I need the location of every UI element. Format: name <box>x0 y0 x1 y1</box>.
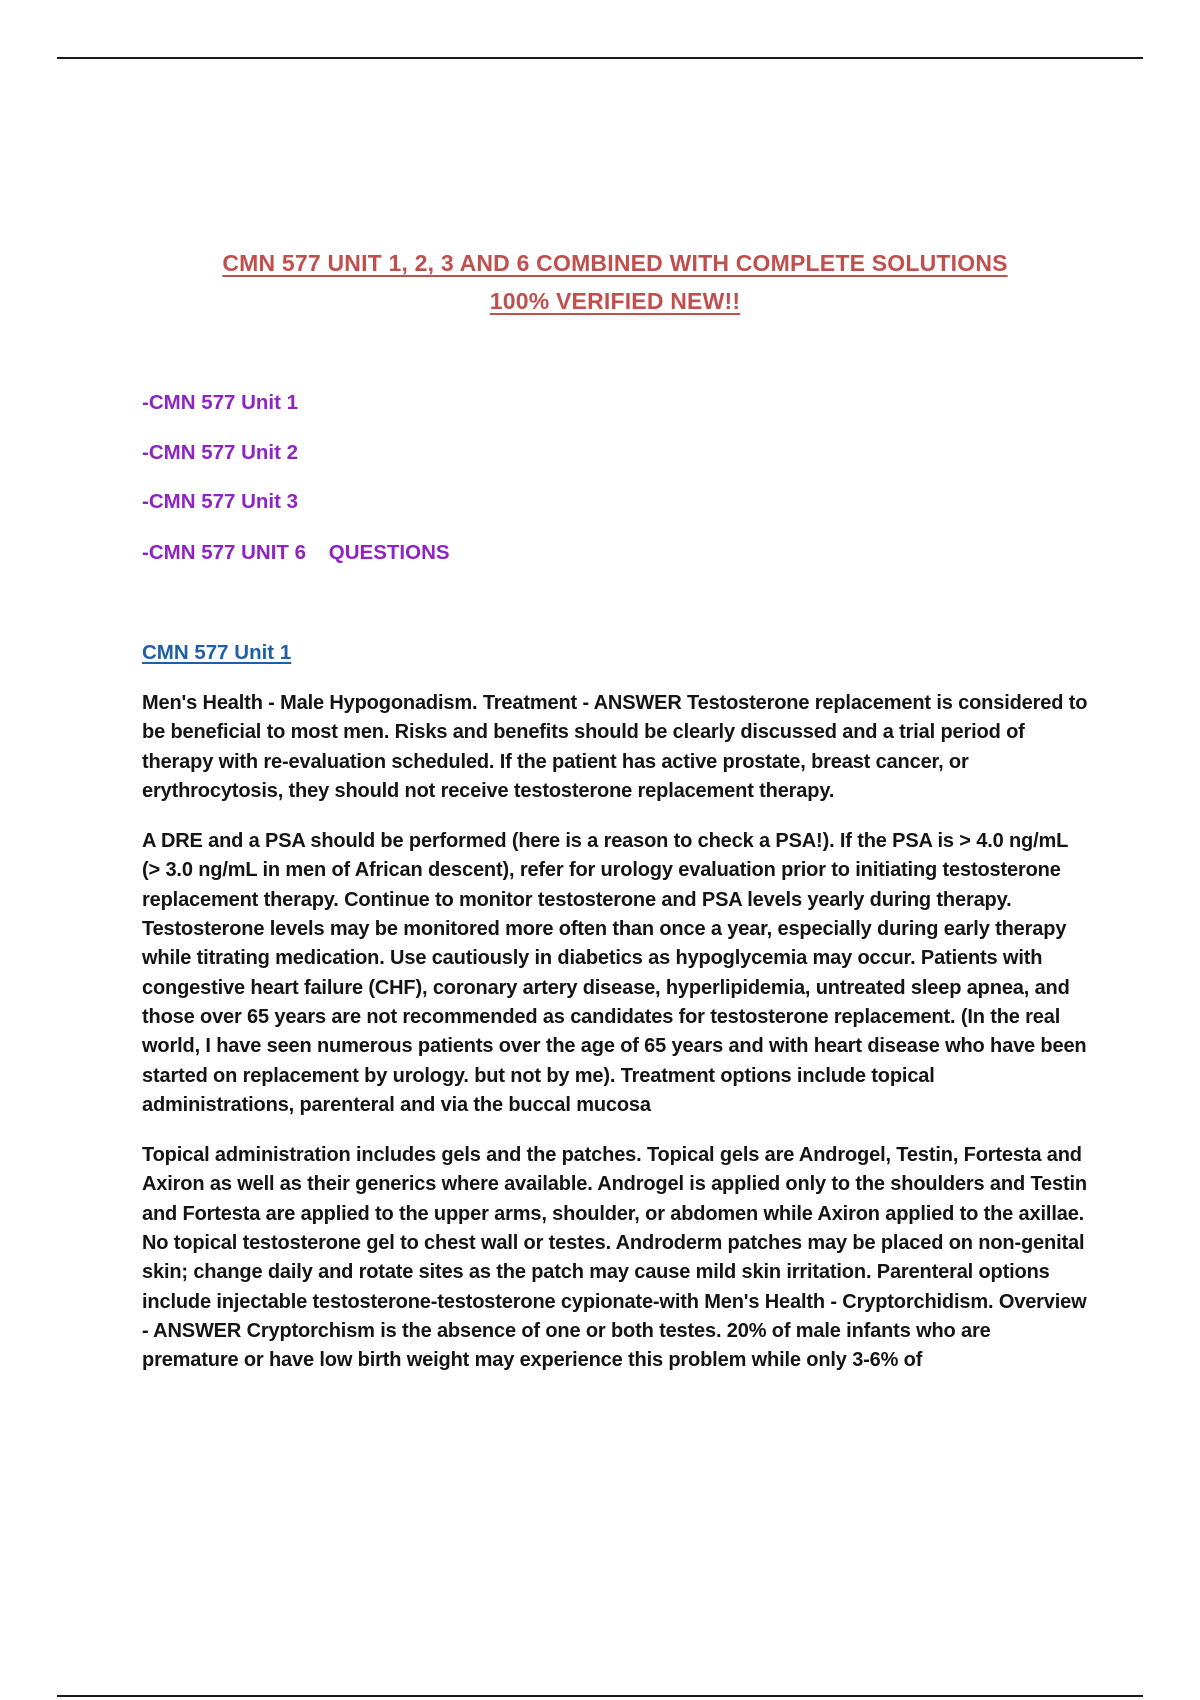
toc-item-unit-3: -CMN 577 Unit 3 <box>142 490 299 513</box>
toc-item-unit-2: -CMN 577 Unit 2 <box>142 441 299 464</box>
paragraph-hypogonadism-treatment: Men's Health - Male Hypogonadism. Treatment - ANSWER Testosterone replacement is considered to be beneficial to most men. Risks and benefits should be clearly discussed and a trial period of therapy with re-evaluation scheduled. If the patient has active prostate, breast cancer, or erythrocytosis, they should not receive testosterone replacement therapy. <box>142 692 1088 802</box>
document-title <box>140 244 1090 320</box>
paragraph-dre-psa: A DRE and a PSA should be performed (here is a reason to check a PSA!). If the PSA is > 4.0 ng/mL (> 3.0 ng/mL in men of African descent), refer for urology evaluation prior to initiating testosterone replacement therapy. Continue to monitor testosterone and PSA levels yearly during therapy. Testosterone levels may be monitored more often than once a year, especially during early therapy while titrating medication. Use cautiously in diabetics as hypoglycemia may occur. Patients with congestive heart failure (CHF), coronary artery disease, hyperlipidemia, untreated sleep apnea, and those over 65 years are not recommended as candidates for testosterone replacement. (In the real world, I have seen numerous patients over the age of 65 years and with heart disease who have been started on replacement by urology. but not by me). Treatment options include topical administrations, parenteral and via the buccal mucosa <box>142 830 1087 1116</box>
document-title-line-1: CMN 577 UNIT 1, 2, 3 AND 6 COMBINED WITH COMPLETE SOLUTIONS <box>222 250 1008 276</box>
table-of-contents <box>142 391 450 591</box>
toc-item-unit-1: -CMN 577 Unit 1 <box>142 391 299 414</box>
toc-item-unit-6-questions: -CMN 577 UNIT 6 QUESTIONS <box>142 541 450 564</box>
paragraph-topical-administration: Topical administration includes gels and the patches. Topical gels are Androgel, Testin, Fortesta and Axiron as well as their generics where available. Androgel is applied only to the shoulders and Testin and Fortesta are applied to the upper arms, shoulder, or abdomen while Axiron applied to the axillae. No topical testosterone gel to chest wall or testes. Androderm patches may be placed on non-genital skin; change daily and rotate sites as the patch may cause mild skin irritation. Parenteral options include injectable testosterone-testosterone cypionate-with Men's Health - Cryptorchidism. Overview - ANSWER Cryptorchism is the absence of one or both testes. 20% of male infants who are premature or have low birth weight may experience this problem while only 3-6% of <box>142 1144 1087 1372</box>
top-rule <box>57 57 1143 59</box>
section-heading-unit-1[interactable]: CMN 577 Unit 1 <box>142 641 292 664</box>
section-body <box>142 689 1088 1397</box>
document-title-line-2: 100% VERIFIED NEW!! <box>489 288 741 314</box>
bottom-rule <box>57 1695 1143 1697</box>
